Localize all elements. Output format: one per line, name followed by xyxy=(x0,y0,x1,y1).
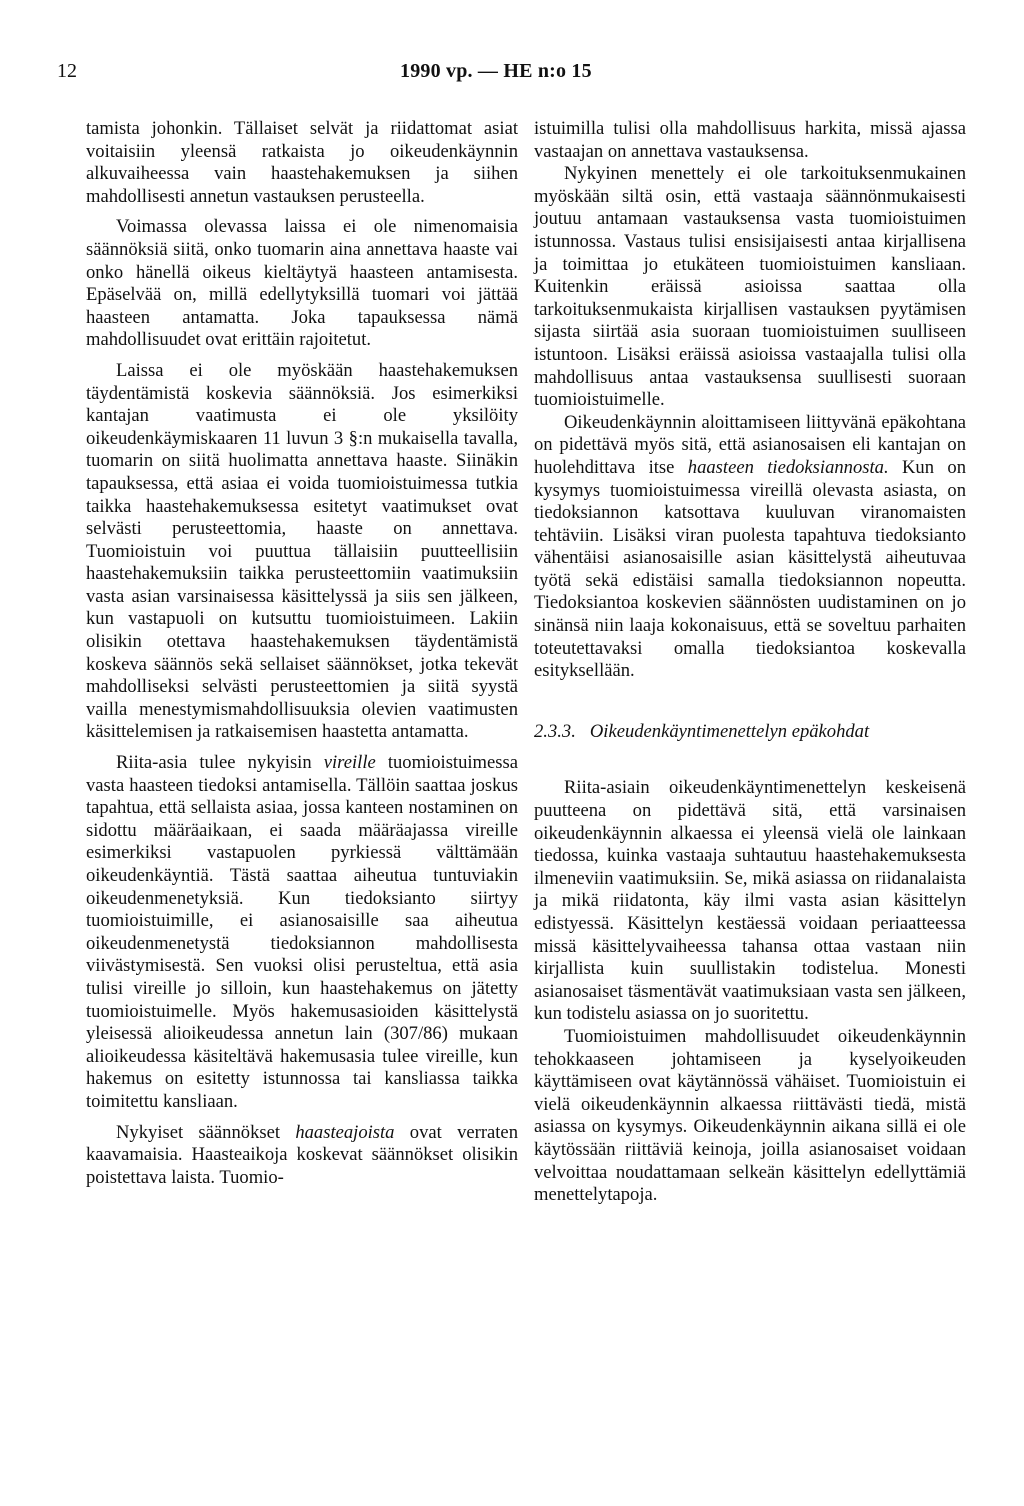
italic-term: haasteen tiedoksiannosta. xyxy=(687,456,889,478)
section-number: 2.3.3. xyxy=(534,720,576,742)
paragraph xyxy=(534,412,966,683)
paragraph-text: Riita-asia tulee nykyisin xyxy=(116,752,324,774)
right-column xyxy=(534,118,966,1207)
page-header xyxy=(0,60,1024,88)
paragraph-text: Nykyiset säännökset xyxy=(116,1121,296,1143)
section-heading xyxy=(534,721,966,744)
paragraph-text: Kun on kysymys tuomioistuimessa vireillä olevasta asiasta, on tiedoksiannon katsottava kuuluvan viranomaisten tehtäviin. Lisäksi viran puolesta tapahtuva tiedoksianto vähentäisi asianosaisille asian käsittelystä aiheutuvaa työtä sekä edistäisi samalla tiedoksiannon nopeutta. Tiedoksiantoa koskevien säännösten uudistaminen on jo sinänsä niin laaja kokonaisuus, että se soveltuu parhaiten toteutettavaksi omalla tiedoksiantoa koskevalla esityksellään. xyxy=(534,456,966,682)
paragraph: Laissa ei ole myöskään haastehakemuksen täydentämistä koskevia säännöksiä. Jos esimerkiksi kantajan vaatimusta ei ole yksilöity oikeudenkäymiskaaren 11 luvun 3 §:n mukaisella tavalla, tuomarin on siitä huolimatta annettava haaste. Siinäkin tapauksessa, että asiaa ei voida tuomioistuimessa tutkia taikka haastehakemuksessa esitetyt vaatimukset ovat selvästi perusteettomia, haaste on annettava. Tuomioistuin voi puuttua tällaisiin puutteellisiin haastehakemuksiin taikka perusteettomiin vaatimuksiin vasta asian varsinaisessa käsittelyssä ja siis sen jälkeen, kun vastapuoli on kutsuttu tuomioistuimeen. Lakiin olisikin otettava haastehakemuksen täydentämistä koskeva säännös sekä sellaiset säännökset, jotka tekevät mahdolliseksi selvästi perusteettomien ja siitä syystä vailla menestymismahdollisuuksia olevien vaatimusten käsittelemisen ja ratkaisemisen haastetta antamatta. xyxy=(86,359,518,743)
paragraph-text: Oikeudenkäynnin aloittamiseen liittyvänä epäkohtana on pidettävä myös sitä, että asianosaisen eli kantajan on huolehdittava itse xyxy=(534,411,966,478)
paragraph xyxy=(86,1122,518,1190)
page-number: 12 xyxy=(57,60,77,82)
left-column xyxy=(86,118,518,1189)
paragraph: tamista johonkin. Tällaiset selvät ja riidattomat asiat voitaisiin yleensä ratkaista jo oikeudenkäynnin alkuvaiheessa vain haastehakemuksen ja siihen mahdollisesti annetun vastauksen perusteella. xyxy=(86,118,518,207)
paragraph: istuimilla tulisi olla mahdollisuus harkita, missä ajassa vastaajan on annettava vastauksensa. xyxy=(534,118,966,162)
paragraph: Nykyinen menettely ei ole tarkoituksenmukainen myöskään siltä osin, että vastaaja säännönmukaisesti joutuu antamaan vastauksensa vasta tuomioistuimen istunnossa. Vastaus tulisi ensisijaisesti antaa kirjallisena ja toimittaa jo etukäteen tuomioistuimen kansliaan. Kuitenkin eräissä asioissa saattaa olla tarkoituksenmukaista kirjallisen vastauksen pyytämisen sijasta siirtää asia suoraan tuomioistuimen suulliseen istuntoon. Lisäksi eräissä asioissa vastaajalla tulisi olla mahdollisuus antaa vastauksensa suullisesti suoraan tuomioistuimelle. xyxy=(534,163,966,411)
paragraph: Voimassa olevassa laissa ei ole nimenomaisia säännöksiä siitä, onko tuomarin aina annettava haaste vai onko hänellä oikeus kieltäytyä haasteen antamisesta. Epäselvää on, millä edellytyksillä tuomari voi jättää haasteen antamatta. Joka tapauksessa nämä mahdollisuudet ovat erittäin rajoitetut. xyxy=(86,216,518,351)
italic-term: vireille xyxy=(323,752,376,774)
section-title: Oikeudenkäyntimenettelyn epäkohdat xyxy=(589,720,870,742)
paragraph xyxy=(86,752,518,1114)
paragraph: Tuomioistuimen mahdollisuudet oikeudenkäynnin tehokkaaseen johtamiseen ja kyselyoikeuden käyttämiseen ovat käytännössä vähäiset. Tuomioistuin ei vielä oikeudenkäynnin alkaessa riittävästi tiedä, mistä asiassa on kysymys. Oikeudenkäynnin aikana sillä ei ole käytössään riittäviä keinoja, joilla asianosaiset voidaan velvoittaa noudattamaan selkeän käsittelyn edellyttämiä menettelytapoja. xyxy=(534,1025,966,1206)
italic-term: haasteajoista xyxy=(295,1121,395,1143)
paragraph: Riita-asiain oikeudenkäyntimenettelyn keskeisenä puutteena on pidettävä sitä, että varsinaisen oikeudenkäynnin alkaessa ei yleensä vielä ole lainkaan tiedossa, kuinka vastaaja suhtautuu haastehakemuksesta ilmeneviin vaatimuksiin. Se, mikä asiassa on riidanalaista ja mikä riidatonta, käy ilmi vasta asian käsittelyn edistyessä. Käsittelyn kestäessä voidaan periaatteessa missä käsittelyvaiheessa tahansa ottaa vastaan niin kirjallista kuin suullistakin todistelua. Monesti asianosaiset täsmentävät vaatimuksiaan vasta sen jälkeen, kun todistelu asiassa on jo suoritettu. xyxy=(534,777,966,1025)
paragraph-text: tuomioistuimessa vasta haasteen tiedoksi antamisella. Tällöin saattaa joskus tapahtua, että sellaista asiaa, jossa kanteen nostaminen on sidottu määräaikaan, ei saada määräajassa vireille esimerkiksi vastapuolen pyrkiessä välttämään oikeudenkäyntiä. Tästä saattaa aiheutua tuntuviakin oikeudenmenetyksiä. Kun tiedoksianto siirtyy tuomioistuimille, ei asianosaisille saa aiheutua oikeudenmenetystä tiedoksiannon mahdollisesta viivästymisestä. Sen vuoksi olisi perusteltua, että asia tulisi vireille jo silloin, kun haastehakemus on jätetty tuomioistuimelle. Myös hakemusasioiden käsittelystä yleisessä alioikeudessa annetun lain (307/86) mukaan alioikeudessa käsiteltävä hakemusasia tulee vireille, kun hakemus on esitetty istunnossa tai kansliassa taikka toimitettu kansliaan. xyxy=(86,752,518,1112)
paragraph-text: ovat verraten kaavamaisia. Haasteaikoja koskevat säännökset olisikin poistettava laista. Tuomio- xyxy=(86,1121,518,1188)
running-head: 1990 vp. — HE n:o 15 xyxy=(400,60,592,82)
